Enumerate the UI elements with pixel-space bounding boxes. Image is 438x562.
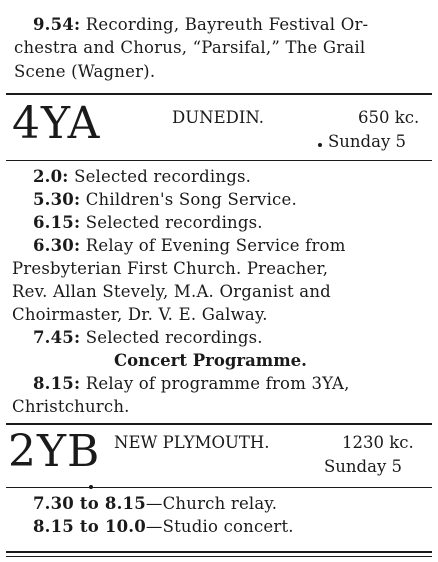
schedule-item — [33, 493, 277, 515]
station-callsign-4ya: 4YA — [12, 98, 101, 149]
schedule-time: 7.30 to 8.15 — [33, 494, 146, 513]
station-city-4ya: DUNEDIN. — [172, 108, 264, 127]
schedule-item — [33, 516, 294, 538]
relay-line-2: Christchurch. — [12, 397, 130, 416]
bayreuth-line-3: Scene (Wagner). — [14, 62, 156, 81]
evening-service-line-3: Rev. Allan Stevely, M.A. Organist and — [12, 282, 331, 301]
schedule-text: Selected recordings. — [85, 213, 263, 232]
relay-line-1 — [33, 373, 350, 395]
schedule-item — [33, 235, 346, 257]
bayreuth-time: 9.54: — [33, 15, 81, 34]
schedule-text: Relay of Evening Service from — [85, 236, 346, 255]
bayreuth-line-2: chestra and Chorus, “Parsifal,” The Grail — [14, 38, 366, 57]
section-divider — [6, 556, 432, 557]
evening-service-line-2: Presbyterian First Church. Preacher, — [12, 259, 329, 278]
schedule-item — [33, 166, 251, 188]
schedule-time: 5.30: — [33, 190, 81, 209]
schedule-item — [33, 189, 297, 211]
evening-service-line-4: Choirmaster, Dr. V. E. Galway. — [12, 305, 268, 324]
station-frequency-2yb: 1230 kc. — [342, 433, 414, 452]
schedule-time: 6.15: — [33, 213, 81, 232]
schedule-text: —Church relay. — [145, 494, 278, 513]
concert-programme-heading: Concert Programme. — [114, 351, 307, 370]
schedule-time: 8.15: — [33, 374, 81, 393]
schedule-text: Selected recordings. — [74, 167, 252, 186]
print-speck — [318, 143, 322, 147]
schedule-time: 2.0: — [33, 167, 69, 186]
section-divider — [6, 93, 432, 95]
print-speck — [89, 485, 93, 489]
schedule-text: Relay of programme from 3YA, — [85, 374, 350, 393]
schedule-text: Children's Song Service. — [85, 190, 297, 209]
station-callsign-2yb: 2YB — [8, 426, 101, 477]
header-divider — [6, 487, 432, 488]
schedule-text: Selected recordings. — [85, 328, 263, 347]
station-day-2yb: Sunday 5 — [324, 457, 403, 476]
section-divider — [6, 551, 432, 553]
schedule-item — [33, 327, 263, 349]
schedule-time: 6.30: — [33, 236, 81, 255]
station-day-4ya: Sunday 5 — [328, 132, 407, 151]
schedule-time: 7.45: — [33, 328, 81, 347]
schedule-text: —Studio concert. — [145, 517, 294, 536]
header-divider — [6, 160, 432, 161]
bayreuth-line-1 — [33, 14, 368, 36]
section-divider — [6, 423, 432, 425]
station-city-2yb: NEW PLYMOUTH. — [114, 433, 270, 452]
schedule-time: 8.15 to 10.0 — [33, 517, 146, 536]
schedule-item — [33, 212, 263, 234]
station-frequency-4ya: 650 kc. — [358, 108, 420, 127]
bayreuth-text-1: Recording, Bayreuth Festival Or- — [85, 15, 369, 34]
